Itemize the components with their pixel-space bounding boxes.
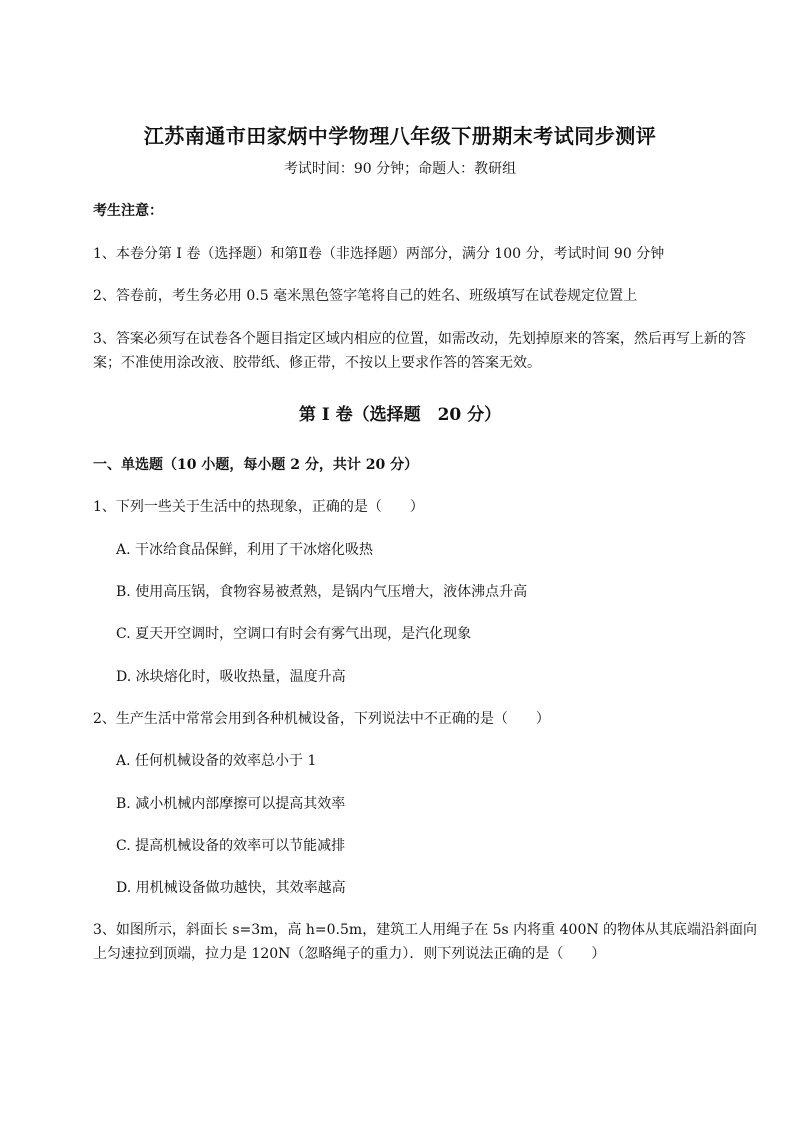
notice-item-3: 3、答案必须写在试卷各个题目指定区域内相应的位置，如需改动，先划掉原来的答案，然后再写上新的答案；不准使用涂改液、胶带纸、修正带，不按以上要求作答的答案无效。	[93, 331, 746, 371]
question-2-option-b: B. 减小机械内部摩擦可以提高其效率	[116, 796, 346, 812]
question-1-option-d: D. 冰块熔化时，吸收热量，温度升高	[116, 669, 346, 685]
part-heading: 一、单选题（10 小题，每小题 2 分，共计 20 分）	[93, 457, 419, 473]
exam-title: 江苏南通市田家炳中学物理八年级下册期末考试同步测评	[143, 124, 657, 148]
question-2-stem: 2、生产生活中常常会用到各种机械设备，下列说法中不正确的是（ ）	[93, 711, 550, 727]
question-2-option-d: D. 用机械设备做功越快，其效率越高	[116, 880, 346, 896]
notice-heading: 考生注意：	[93, 203, 163, 219]
question-2-option-c: C. 提高机械设备的效率可以节能减排	[116, 838, 346, 854]
exam-subtitle: 考试时间：90 分钟；命题人：教研组	[283, 161, 517, 177]
notice-item-1: 1、本卷分第 I 卷（选择题）和第Ⅱ卷（非选择题）两部分，满分 100 分，考试时间 90 分钟	[93, 246, 665, 262]
question-3-stem: 3、如图所示，斜面长 s=3m，高 h=0.5m，建筑工人用绳子在 5s 内将重 400N 的物体从其底端沿斜面向上匀速拉到顶端，拉力是 120N（忽略绳子的重力）．则下列说法正确的是（ ）	[93, 922, 758, 962]
question-1-option-a: A. 干冰给食品保鲜，利用了干冰熔化吸热	[116, 542, 374, 558]
section-title: 第 I 卷（选择题 20 分）	[298, 405, 502, 425]
question-2-option-a: A. 任何机械设备的效率总小于 1	[116, 753, 317, 769]
question-1-option-c: C. 夏天开空调时，空调口有时会有雾气出现，是汽化现象	[116, 626, 472, 642]
notice-item-2: 2、答卷前，考生务必用 0.5 毫米黑色签字笔将自己的姓名、班级填写在试卷规定位置上	[93, 288, 638, 304]
question-1-option-b: B. 使用高压锅，食物容易被煮熟，是锅内气压增大，液体沸点升高	[116, 584, 528, 600]
question-1-stem: 1、下列一些关于生活中的热现象，正确的是（ ）	[93, 499, 424, 515]
